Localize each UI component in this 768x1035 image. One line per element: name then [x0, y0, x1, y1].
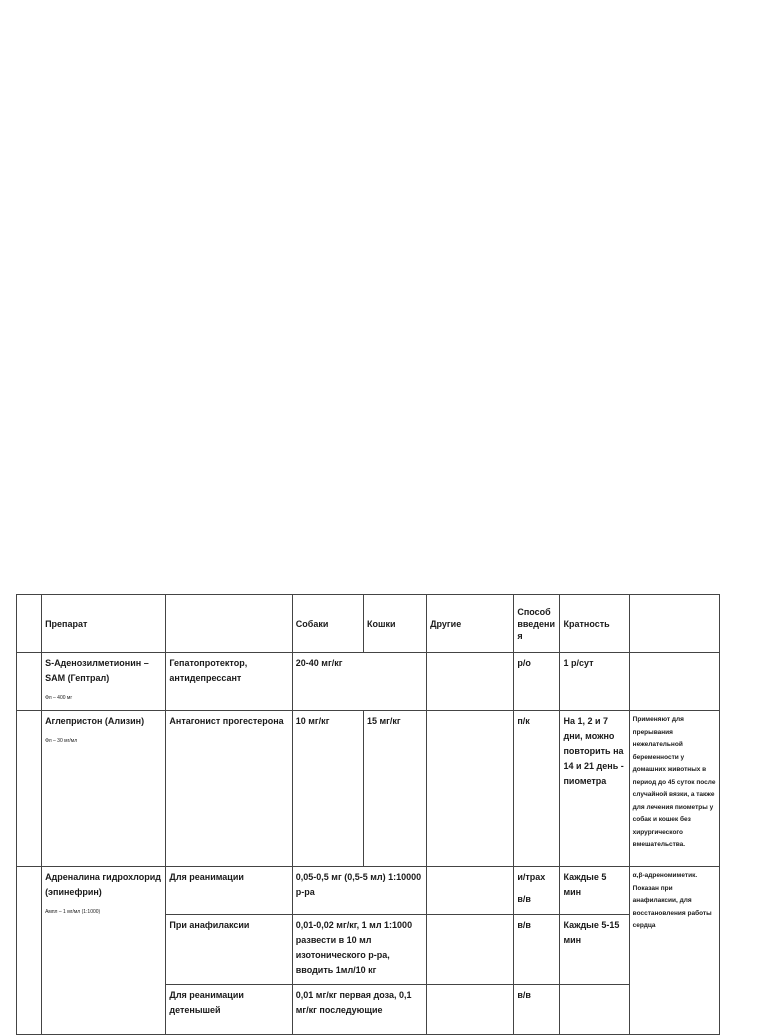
row-index-cell [17, 653, 42, 711]
header-drug: Препарат [42, 595, 166, 653]
table-row [17, 653, 720, 711]
header-dogs: Собаки [292, 595, 363, 653]
frequency-cell: Каждые 5 мин [560, 867, 629, 915]
dose-cell: 0,01 мг/кг первая доза, 0,1 мг/кг последующие [292, 985, 426, 1035]
dose-cats-cell: 15 мг/кг [363, 711, 426, 867]
header-notes [629, 595, 719, 653]
notes-cell: Применяют для прерывания нежелательной беременности у домашних животных в период до 45 суток после случайной вязки, а также для лечения пиометры у собак и кошек без хирургического вмешательства. [629, 711, 719, 867]
route-cell: п/к [514, 711, 560, 867]
frequency-cell [560, 985, 629, 1035]
dose-dogs-cell: 10 мг/кг [292, 711, 363, 867]
header-blank-cell [17, 595, 42, 653]
drug-cell [42, 653, 166, 711]
dose-cell: 0,05-0,5 мг (0,5-5 мл) 1:10000 р-ра [292, 867, 426, 915]
dose-dogs-cats-cell: 20-40 мг/кг [292, 653, 426, 711]
drug-form: Ампл – 1 мг/мл (1:1000) [45, 909, 101, 915]
drug-form: Фл – 400 мг [45, 695, 73, 701]
other-cell [427, 653, 514, 711]
table-row [17, 867, 720, 915]
header-route: Способ введения [514, 595, 560, 653]
table-header-row [17, 595, 720, 653]
drug-name: Адреналина гидрохлорид (эпинефрин) [45, 872, 162, 897]
drug-form: Фл – 30 мг/мл [45, 738, 78, 744]
frequency-cell: 1 р/сут [560, 653, 629, 711]
drug-name: S-Аденозилметионин – SAM (Гептрал) [45, 658, 149, 683]
header-group [166, 595, 292, 653]
drug-cell [42, 867, 166, 1035]
route-cell: в/в [514, 985, 560, 1035]
drug-name: Аглепристон (Ализин) [45, 716, 145, 726]
other-cell [427, 915, 514, 985]
other-cell [427, 985, 514, 1035]
other-cell [427, 867, 514, 915]
route-a: и/трах [517, 872, 546, 882]
group-cell: При анафилаксии [166, 915, 292, 985]
route-cell [514, 867, 560, 915]
frequency-cell: На 1, 2 и 7 дни, можно повторить на 14 и 21 день - пиометра [560, 711, 629, 867]
route-cell: в/в [514, 915, 560, 985]
row-index-cell [17, 711, 42, 867]
header-other: Другие [427, 595, 514, 653]
drug-dosage-table [16, 594, 720, 1035]
group-cell: Антагонист прогестерона [166, 711, 292, 867]
header-cats: Кошки [363, 595, 426, 653]
group-cell: Гепатопротектор, антидепрессант [166, 653, 292, 711]
notes-cell: α,β-адреномиметик. Показан при анафилаксии, для восстановления работы сердца [629, 867, 719, 1035]
route-b: в/в [517, 894, 531, 904]
other-cell [427, 711, 514, 867]
group-cell: Для реанимации [166, 867, 292, 915]
header-frequency: Кратность [560, 595, 629, 653]
dose-cell: 0,01-0,02 мг/кг, 1 мл 1:1000 развести в 10 мл изотонического р-ра, вводить 1мл/10 кг [292, 915, 426, 985]
route-cell: p/o [514, 653, 560, 711]
notes-cell [629, 653, 719, 711]
table-row [17, 711, 720, 867]
row-index-cell [17, 867, 42, 1035]
frequency-cell: Каждые 5-15 мин [560, 915, 629, 985]
group-cell: Для реанимации детенышей [166, 985, 292, 1035]
drug-cell [42, 711, 166, 867]
